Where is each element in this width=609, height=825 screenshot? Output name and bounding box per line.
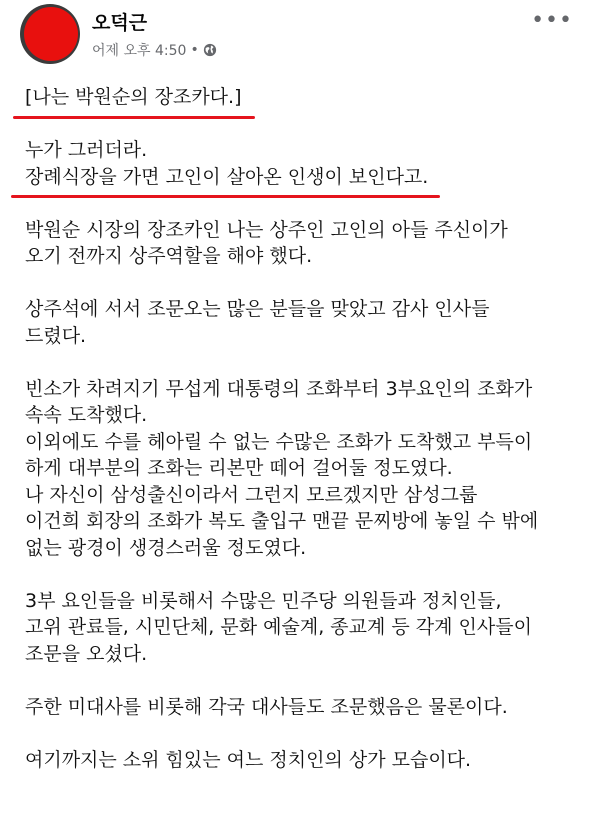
meta-separator: • [190, 42, 199, 58]
text-line: 장례식장을 가면 고인이 살아온 인생이 보인다고. [25, 165, 429, 188]
text-line: 누가 그러더라. [25, 139, 148, 161]
text-line: 빈소가 차려지기 무섭게 대통령의 조화부터 3부요인의 조화가 [25, 377, 533, 400]
text-line: 없는 광경이 생경스러울 정도였다. [25, 536, 307, 559]
text-line: 여기까지는 소위 힘있는 여느 정치인의 상가 모습이다. [25, 748, 472, 771]
text-line: 조문을 오셨다. [25, 642, 148, 665]
paragraph-3 [25, 296, 595, 349]
text-line: 주한 미대사를 비롯해 각국 대사들도 조문했음은 물론이다. [25, 695, 508, 718]
post-body [25, 84, 595, 800]
globe-icon[interactable] [203, 43, 217, 57]
post-header [0, 0, 609, 70]
post-title: [나는 박원순의 장조카다.] [25, 86, 242, 108]
paragraph-6 [25, 694, 595, 721]
text-line: 상주석에 서서 조문오는 많은 분들을 맞았고 감사 인사들 [25, 298, 490, 320]
paragraph-5 [25, 588, 595, 668]
underlined-title [25, 84, 241, 111]
author-name[interactable]: 오덕근 [92, 12, 148, 34]
text-line: 이외에도 수를 헤아릴 수 없는 수많은 조화가 도착했고 부득이 [25, 430, 533, 453]
text-line: 박원순 시장의 장조카인 나는 상주인 고인의 아들 주신이가 [25, 218, 508, 241]
red-underline-mark [11, 195, 440, 198]
text-line: 속속 도착했다. [25, 404, 148, 426]
text-line: 하게 대부분의 조화는 리본만 떼어 걸어둘 정도였다. [25, 457, 453, 479]
text-line: 3부 요인들을 비롯해서 수많은 민주당 의원들과 정치인들, [25, 589, 502, 612]
post-title-paragraph [25, 84, 595, 111]
paragraph-1 [25, 137, 595, 190]
more-dots-icon[interactable]: ••• [531, 8, 573, 33]
paragraph-4 [25, 376, 595, 562]
text-line: 오기 전까지 상주역할을 해야 했다. [25, 245, 313, 267]
timestamp[interactable]: 어제 오후 4:50 [92, 43, 187, 59]
text-line: 나 자신이 삼성출신이라서 그런지 모르겠지만 삼성그룹 [25, 483, 478, 506]
post-meta [92, 40, 217, 60]
text-line: 드렸다. [25, 324, 87, 347]
paragraph-2 [25, 217, 595, 270]
red-underline-mark [13, 116, 255, 119]
text-line: 이건희 회장의 조화가 복도 출입구 맨끝 문찌방에 놓일 수 밖에 [25, 510, 539, 532]
text-line: 고위 관료들, 시민단체, 문화 예술계, 종교계 등 각계 인사들이 [25, 616, 532, 638]
underlined-quote [25, 164, 428, 191]
avatar[interactable] [24, 7, 78, 61]
paragraph-7 [25, 747, 595, 774]
